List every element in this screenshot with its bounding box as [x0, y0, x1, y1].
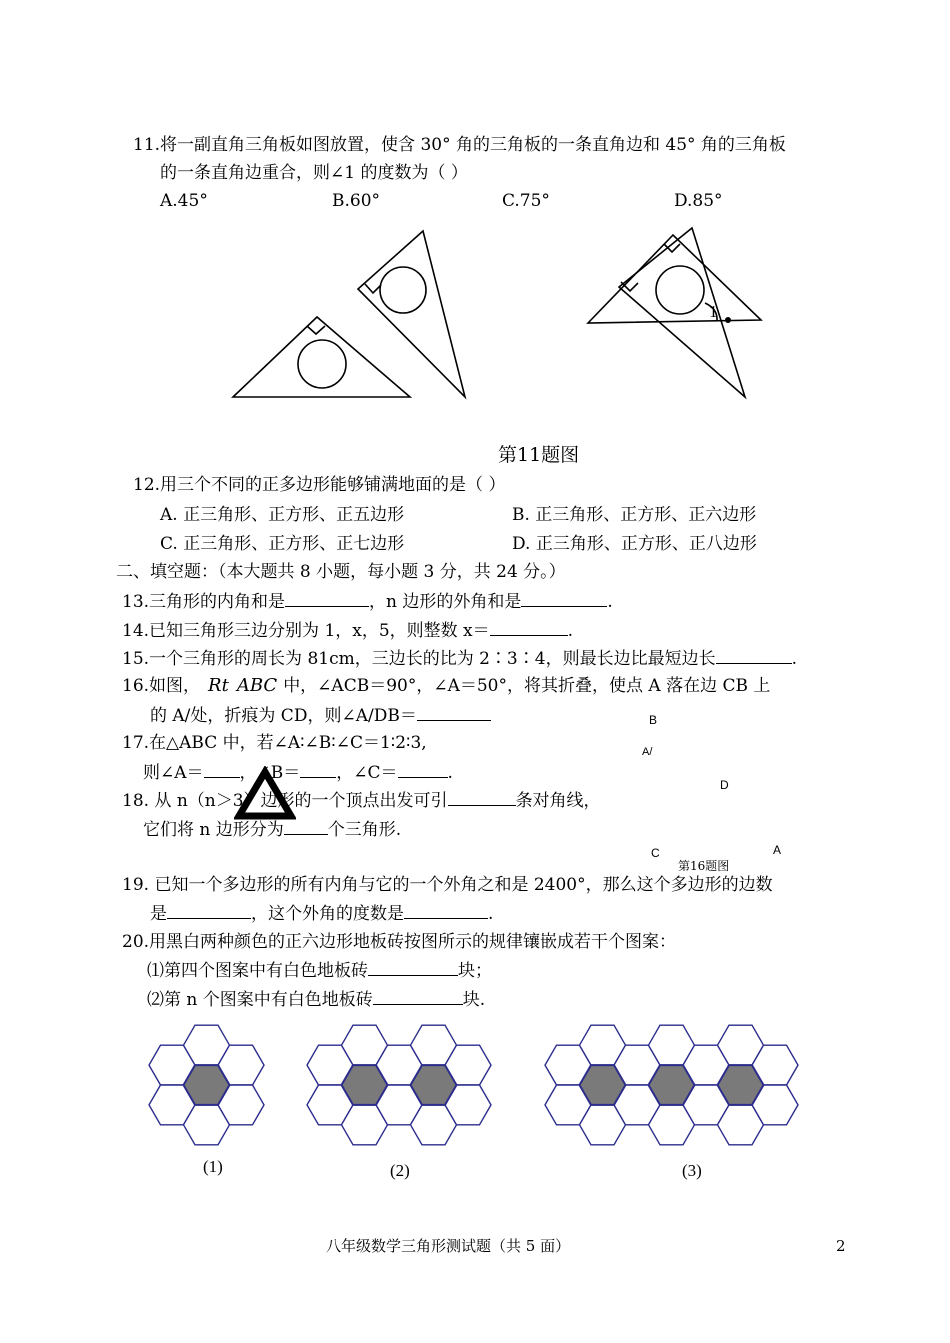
- q20-stem: 20.用黑白两种颜色的正六边形地板砖按图所示的规律镶嵌成若干个图案：: [122, 932, 677, 952]
- right-angle-mark: [307, 326, 325, 334]
- q11-line2: 的一条直角边重合，则∠1 的度数为（ ）: [160, 163, 468, 183]
- q11-setsquares-figure: [225, 225, 475, 405]
- q11-option-b: B.60°: [332, 191, 381, 211]
- q16-label-c: C: [651, 846, 660, 860]
- q18-blank-1: [448, 789, 516, 806]
- q13-blank-1: [285, 590, 369, 607]
- q19-line2: 是 ，这个外角的度数是 .: [150, 904, 494, 924]
- q18-line2: 它们将 n 边形分为 个三角形.: [143, 820, 402, 840]
- dark-hexagon-tile: [580, 1065, 626, 1105]
- dark-hexagon-tile: [184, 1065, 230, 1105]
- setsquare-30-hole: [380, 267, 426, 313]
- bold-triangle-icon: [234, 766, 296, 822]
- dark-hexagon-tile: [649, 1065, 695, 1105]
- q12-option-d: D. 正三角形、正方形、正八边形: [512, 534, 757, 554]
- q16-label-a: A: [773, 843, 782, 857]
- q16-rt: Rt: [208, 675, 229, 696]
- setsquare-45-triangle: [588, 235, 761, 323]
- q12-option-a: A. 正三角形、正方形、正五边形: [160, 505, 405, 525]
- hexagon-patterns-figure: [140, 1015, 820, 1155]
- q17-blank-b: [300, 761, 336, 778]
- q11-figure-caption: 第11题图: [498, 444, 580, 466]
- q20-sub2: ⑵第 n 个图案中有白色地板砖 块.: [147, 990, 486, 1010]
- section2-heading: 二、填空题：（本大题共 8 小题，每小题 3 分，共 24 分。）: [116, 562, 566, 582]
- q16-line1: 16.如图， Rt ABC 中，∠ACB＝90°，∠A＝50°，将其折叠，使点 A 落在边 CB 上: [122, 675, 771, 696]
- pattern-2-caption: (2): [390, 1161, 410, 1180]
- q16-figure-caption: 第16题图: [678, 859, 730, 873]
- q20-sub1: ⑴第四个图案中有白色地板砖 块；: [147, 961, 492, 981]
- q15: 15.一个三角形的周长为 81cm，三边长的比为 2∶3∶4，则最长边比最短边长 .: [122, 649, 797, 669]
- q16-label-b: B: [649, 713, 658, 727]
- setsquare-45-hole: [298, 340, 346, 388]
- q16-line2: 的 A/处，折痕为 CD，则∠A/DB＝: [150, 704, 491, 727]
- q11-option-c: C.75°: [502, 191, 550, 211]
- q14: 14.已知三角形三边分别为 1，x，5，则整数 x＝ .: [122, 621, 574, 641]
- q16-label-d: D: [720, 778, 729, 792]
- q15-blank: [716, 647, 792, 664]
- q11-line1: 11.将一副直角三角板如图放置，使含 30° 角的三角板的一条直角边和 45° 角的三角板: [133, 135, 786, 155]
- intersection-point: [725, 317, 731, 323]
- q17-line2: 则∠A＝ ，∠B＝ ，∠C＝ .: [143, 763, 453, 783]
- angle-1-label: 1: [709, 302, 718, 321]
- q17-blank-c: [398, 761, 448, 778]
- q13: 13.三角形的内角和是 ，n 边形的外角和是 .: [122, 592, 613, 612]
- setsquare-30-triangle: [619, 228, 745, 397]
- q19-blank-1: [167, 902, 251, 919]
- setsquare-30-triangle: [358, 231, 465, 397]
- dark-hexagon-tile: [411, 1065, 457, 1105]
- q11-option-d: D.85°: [674, 191, 723, 211]
- q12-option-b: B. 正三角形、正方形、正六边形: [512, 505, 757, 525]
- q20-blank-1: [368, 959, 458, 976]
- q11-overlap-figure: [585, 225, 765, 405]
- right-angle-mark: [365, 284, 381, 293]
- q11-option-a: A.45°: [160, 191, 208, 211]
- q16-abc: ABC: [236, 675, 278, 696]
- q13-blank-2: [521, 590, 607, 607]
- q16-blank: [417, 704, 491, 721]
- q12-stem: 12.用三个不同的正多边形能够铺满地面的是（ ）: [133, 475, 506, 495]
- q17-line1: 17.在△ABC 中，若∠A∶∠B∶∠C＝1∶2∶3,: [122, 733, 427, 753]
- q19-blank-2: [404, 902, 488, 919]
- q14-blank: [490, 619, 568, 636]
- footer-page-number: 2: [836, 1237, 846, 1255]
- q16-label-a-prime: A/: [642, 746, 653, 758]
- dark-hexagon-tile: [342, 1065, 388, 1105]
- q18-line1: 18. 从 n（n＞3）边形的一个顶点出发可引 条对角线，: [122, 791, 601, 811]
- q19-line1: 19. 已知一个多边形的所有内角与它的一个外角之和是 2400°，那么这个多边形的边数: [122, 875, 773, 895]
- hole-circle: [656, 266, 704, 314]
- q20-blank-2: [373, 988, 463, 1005]
- dark-hexagon-tile: [718, 1065, 764, 1105]
- footer-title: 八年级数学三角形测试题（共 5 面）: [326, 1237, 571, 1255]
- q12-option-c: C. 正三角形、正方形、正七边形: [160, 534, 405, 554]
- pattern-3-caption: (3): [682, 1161, 702, 1180]
- pattern-1-caption: (1): [203, 1157, 223, 1176]
